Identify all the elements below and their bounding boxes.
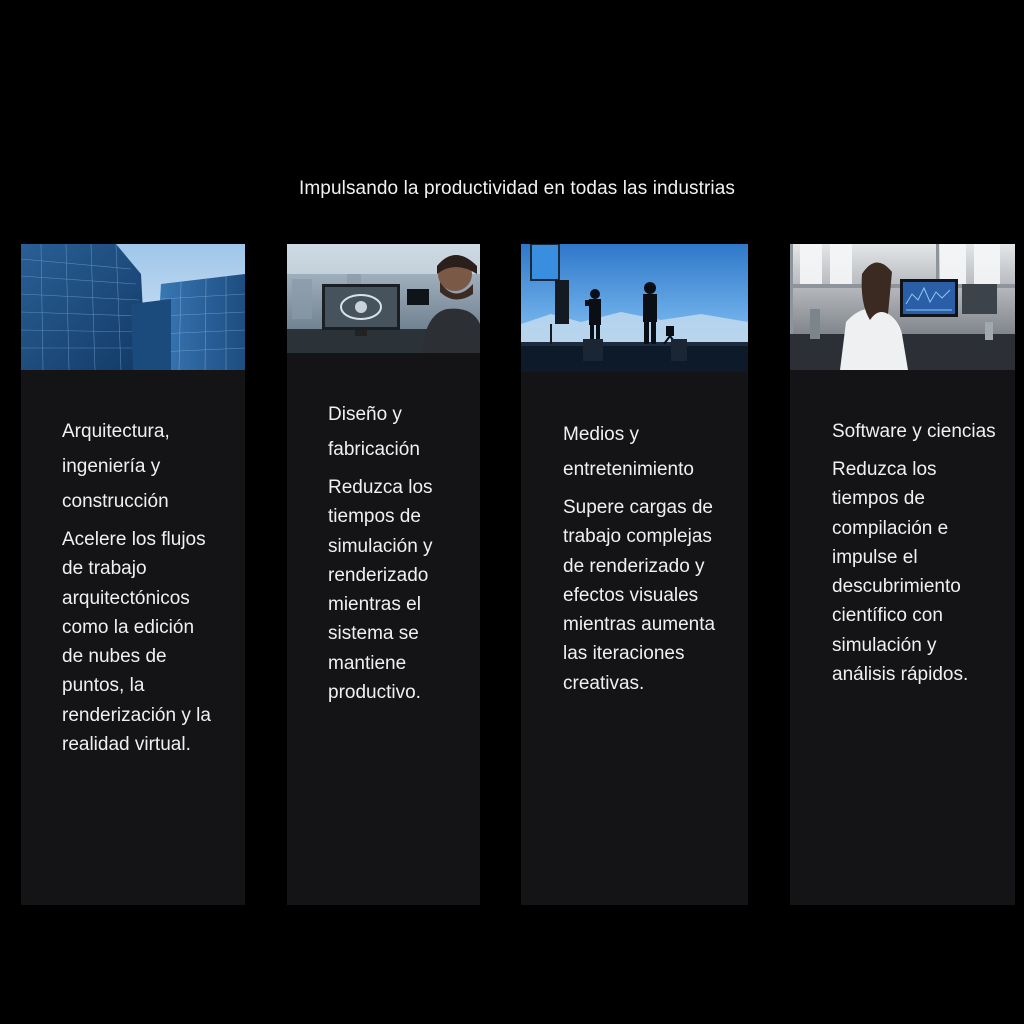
industry-card-science[interactable]	[790, 244, 1015, 905]
card-description: Supere cargas de trabajo complejas de renderizado y efectos visuales mientras aumenta las iteraciones creativas.	[563, 497, 716, 694]
industry-card-design[interactable]	[287, 244, 480, 905]
card-text	[62, 414, 212, 759]
card-title: Medios y entretenimiento	[563, 424, 694, 480]
card-title: Diseño y fabricación	[328, 404, 420, 460]
laboratory-image	[790, 244, 1015, 370]
section-headline: Impulsando la productividad en todas las industrias	[298, 178, 736, 199]
card-description: Acelere los flujos de trabajo arquitectónicos como la edición de nubes de puntos, la renderización y la realidad virtual.	[62, 529, 211, 756]
card-description: Reduzca los tiempos de compilación e impulse el descubrimiento científico con simulación y análisis rápidos.	[832, 459, 969, 686]
card-text	[563, 417, 723, 698]
card-description: Reduzca los tiempos de simulación y renderizado mientras el sistema se mantiene productivo.	[328, 477, 433, 704]
card-title: Software y ciencias	[832, 421, 996, 442]
engineer-workstation-image	[287, 244, 480, 353]
industry-card-architecture[interactable]	[21, 244, 245, 905]
skyscraper-image	[21, 244, 245, 370]
card-text	[832, 414, 997, 689]
card-text	[328, 397, 448, 707]
film-set-image	[521, 244, 748, 372]
card-title: Arquitectura, ingeniería y construcción	[62, 421, 170, 512]
industry-card-media[interactable]	[521, 244, 748, 905]
